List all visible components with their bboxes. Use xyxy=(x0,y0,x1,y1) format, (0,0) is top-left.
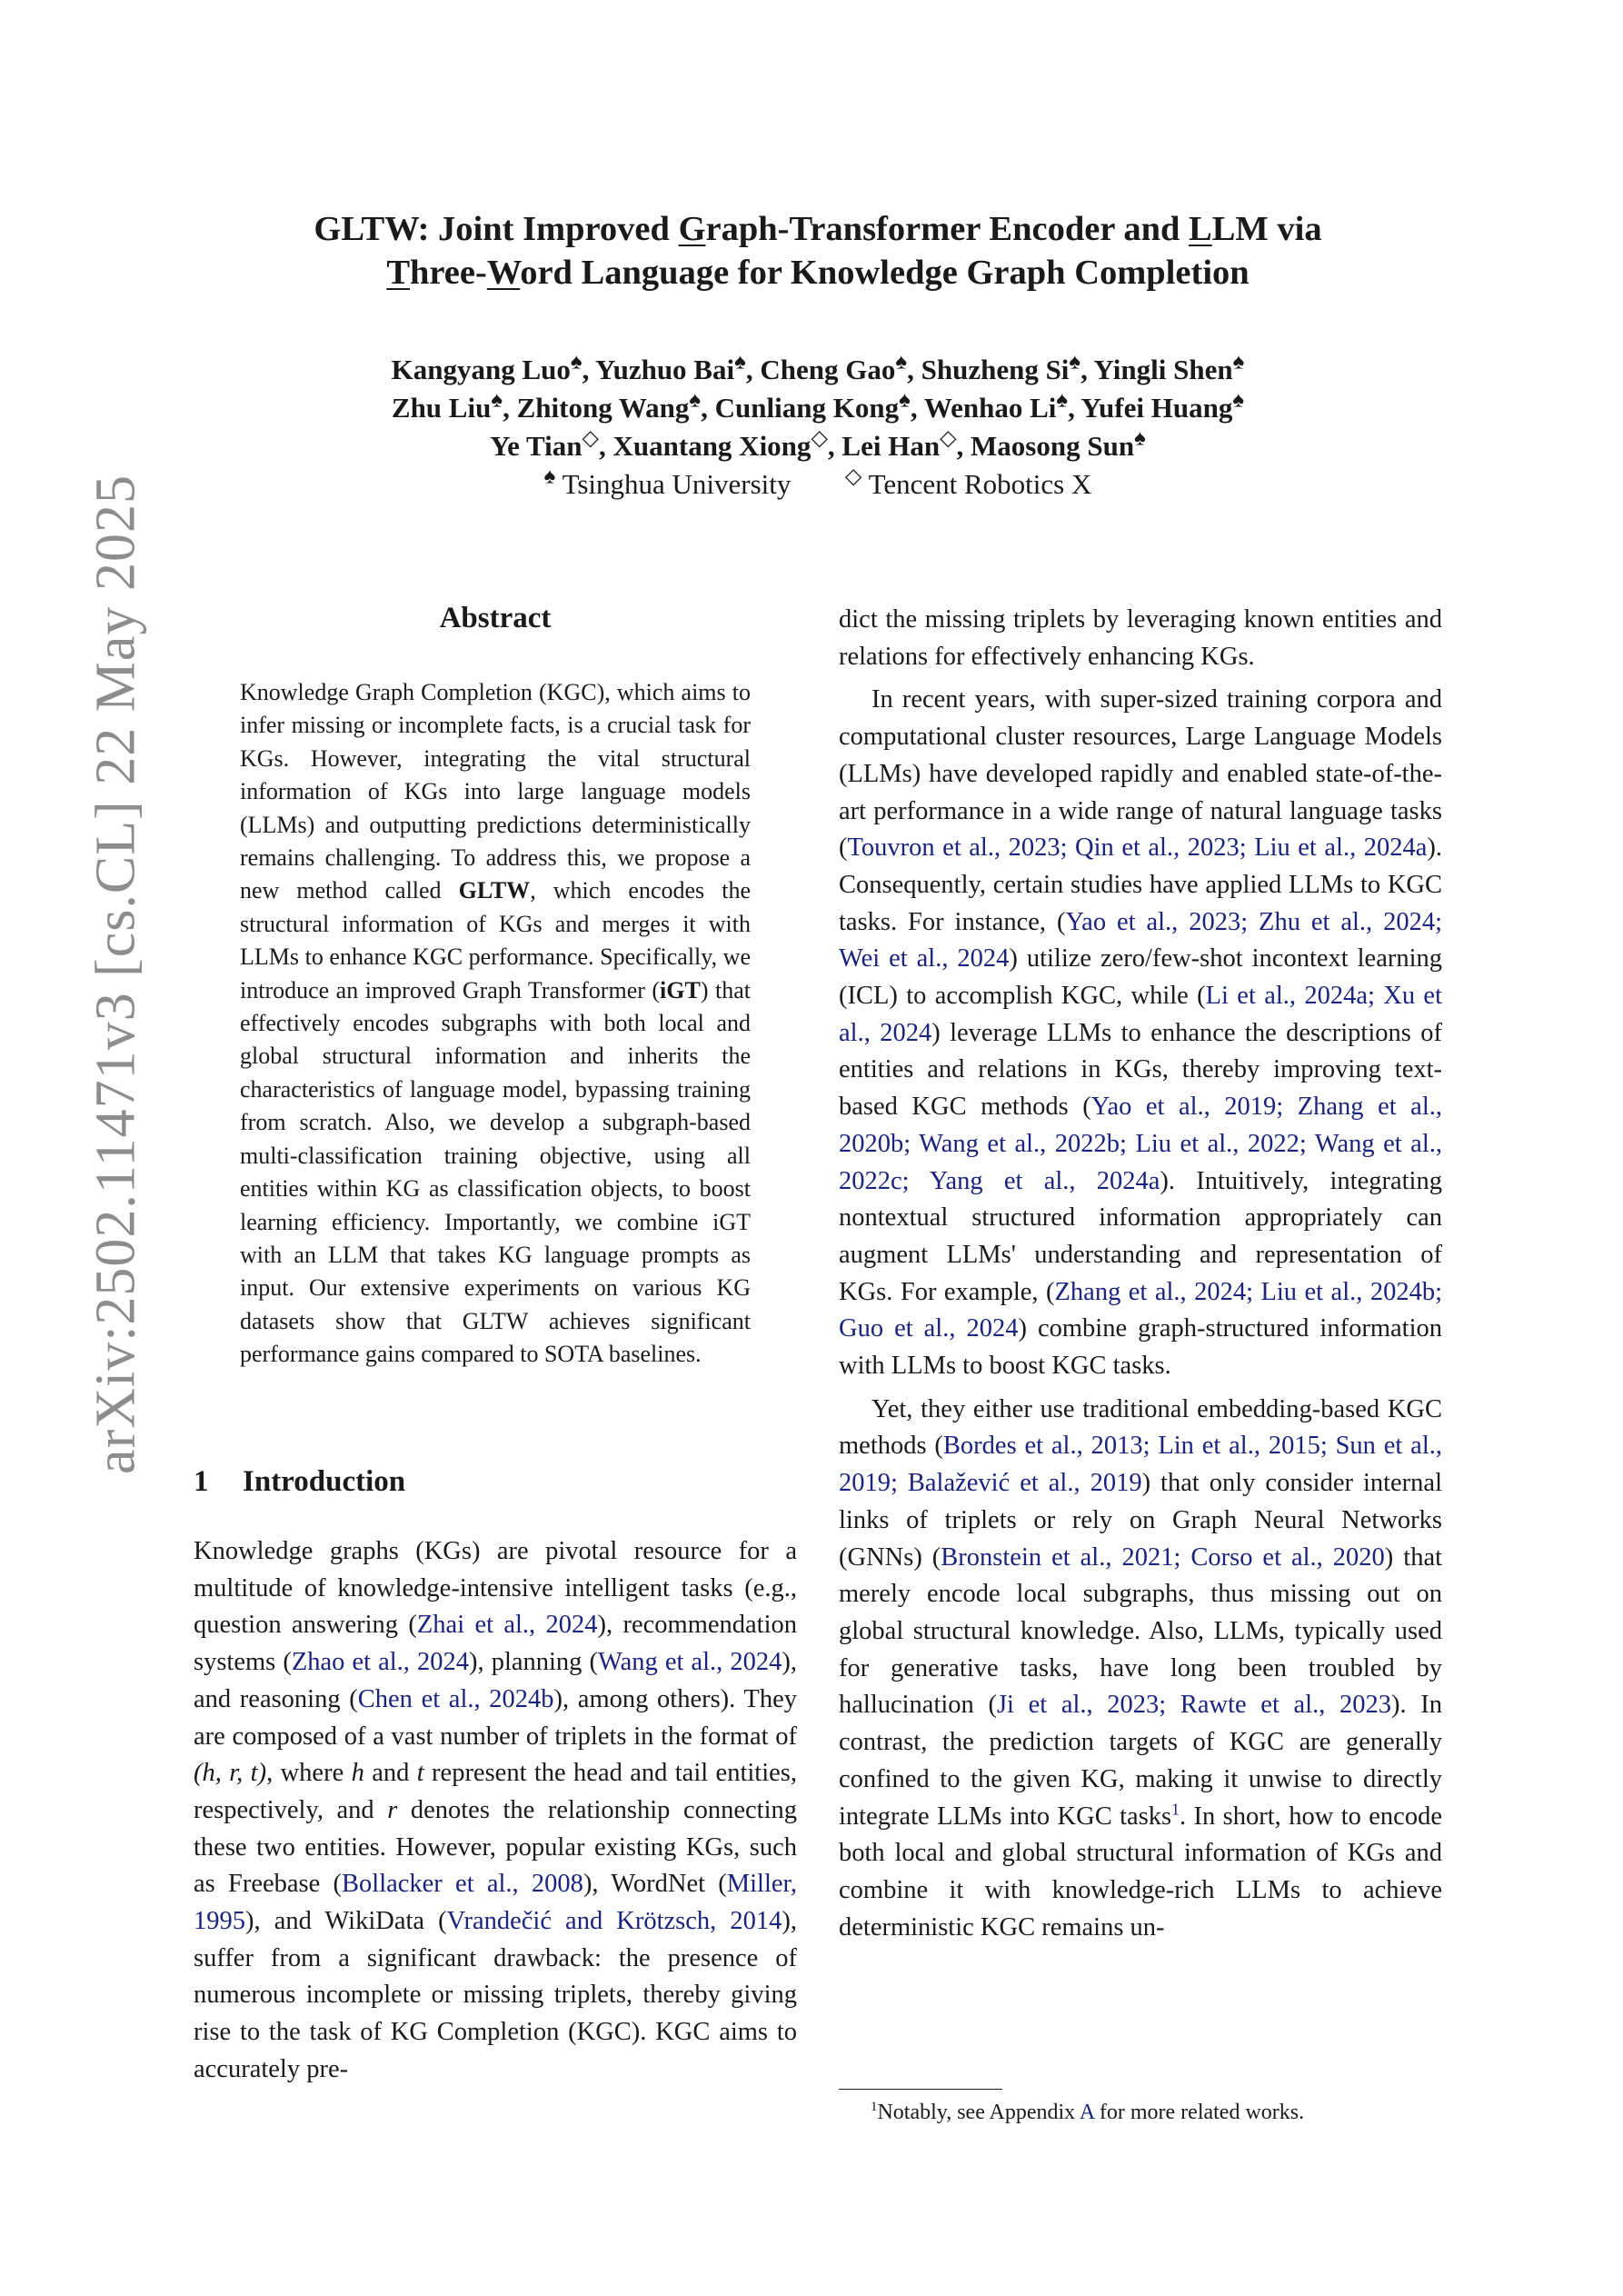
paragraph: dict the missing triplets by leveraging known entities and relations for effectively enhancing KGs. xyxy=(839,605,1442,671)
affiliation-mark: ♠ xyxy=(1134,426,1146,451)
body-text: ) that only consider internal links of triplets or rely on Graph Neural Networks (GNNs) ( xyxy=(839,1469,1442,1572)
affiliation-mark: ◇ xyxy=(582,426,599,451)
introduction-right-column xyxy=(839,602,1442,1946)
affiliation-mark: ♠ xyxy=(1232,350,1245,374)
affiliation-mark: ◇ xyxy=(844,464,862,489)
body-text: ). Consequently, certain studies have applied LLMs to KGC tasks. For instance, ( xyxy=(839,834,1442,936)
body-text: Yet, they either use traditional embedding-based KGC methods ( xyxy=(839,1394,1442,1461)
title-text: LM via xyxy=(1211,210,1322,248)
body-text: ). Intuitively, integrating nontextual structured information appropriately can augment LLMs' understanding and representation of KGs. For example, ( xyxy=(839,1166,1442,1306)
body-text: In recent years, with super-sized training corpora and computational cluster resources, Large Language Models (LLMs) have developed rapidly and enabled state-of-the-art performance in a wide range of natural language tasks ( xyxy=(839,685,1442,863)
citation-link[interactable]: Miller, 1995 xyxy=(194,1870,798,1936)
title-text: GLTW: Joint Improved xyxy=(314,210,679,248)
affiliation-mark: ♠ xyxy=(1069,350,1081,374)
body-text: represent the head and tail entities, respectively, and xyxy=(194,1759,797,1824)
title-underlined-letter: W xyxy=(486,254,521,292)
author-name: Zhitong Wang xyxy=(516,392,690,424)
body-text: ), recommendation systems ( xyxy=(194,1611,797,1677)
method-name-gltw: GLTW xyxy=(458,877,531,904)
citation-link[interactable]: Bordes et al., 2013; Lin et al., 2015; Sun et al., 2019; Balažević et al., 2019 xyxy=(839,1432,1442,1498)
footnote-text: Notably, see Appendix xyxy=(877,2101,1080,2124)
affiliation-mark: ♠ xyxy=(1232,388,1245,413)
paragraph xyxy=(839,1392,1442,1947)
author-name: Lei Han xyxy=(841,430,941,462)
title-underlined-letter: G xyxy=(678,210,706,248)
author-name: Cheng Gao xyxy=(760,354,896,385)
body-text: , where xyxy=(266,1759,352,1788)
section-heading-introduction xyxy=(194,1465,405,1499)
appendix-link[interactable]: A xyxy=(1079,2101,1094,2124)
math-variable: h xyxy=(351,1759,364,1788)
affiliation-mark: ♠ xyxy=(895,350,908,374)
author-list xyxy=(182,351,1454,465)
author-name: Zhu Liu xyxy=(391,392,492,424)
affiliation-mark: ♠ xyxy=(689,388,702,413)
footnote-marker-link[interactable]: 1 xyxy=(1171,1800,1180,1818)
affiliation-mark: ◇ xyxy=(811,426,828,451)
author-name: Ye Tian xyxy=(490,430,582,462)
author-name: Yufei Huang xyxy=(1080,392,1233,424)
math-variable: r xyxy=(387,1795,398,1824)
citation-link[interactable]: Zhao et al., 2024 xyxy=(291,1648,469,1677)
affiliation-name: Tencent Robotics X xyxy=(868,468,1092,500)
citation-link[interactable]: Yao et al., 2019; Zhang et al., 2020b; Wang et al., 2022b; Liu et al., 2022; Wang et al., 2022c; Yang et al., 2024a xyxy=(839,1093,1442,1195)
introduction-left-column xyxy=(194,1533,797,2089)
citation-link[interactable]: Zhang et al., 2024; Liu et al., 2024b; Guo et al., 2024 xyxy=(839,1277,1442,1343)
affiliation-name: Tsinghua University xyxy=(562,468,792,500)
affiliation-mark: ♠ xyxy=(570,350,582,374)
paper-title xyxy=(164,207,1472,294)
body-text: ) combine graph-structured information with LLMs to boost KGC tasks. xyxy=(839,1314,1442,1381)
affiliation-mark: ♠ xyxy=(543,464,556,489)
body-text: ). In contrast, the prediction targets of KGC are generally confined to the given KG, making it unwise to directly integrate LLMs into KGC tasks xyxy=(839,1691,1443,1831)
body-text: and xyxy=(363,1759,417,1788)
paragraph xyxy=(839,682,1442,1384)
body-text: . In short, how to encode both local and global structural information of KGs and combine it with knowledge-rich LLMs to achieve deterministic KGC remains un- xyxy=(839,1802,1442,1942)
author-line: Kangyang Luo♠, Yuzhuo Bai♠, Cheng Gao♠, Shuzheng Si♠, Yingli Shen♠ xyxy=(391,350,1245,385)
paragraph xyxy=(194,1533,797,2089)
abstract-text: ) that effectively encodes subgraphs with both local and global structural information and inherits the characteristics of language model, bypassing training from scratch. Also, we develop a subgraph-based multi-classification training objective, using all entities within KG as classification objects, to boost learning efficiency. Importantly, we combine iGT with an LLM that takes KG language prompts as input. Our extensive experiments on various KG datasets show that GLTW achieves significant performance gains compared to SOTA baselines. xyxy=(240,976,751,1368)
author-name: Yingli Shen xyxy=(1093,354,1233,385)
author-name: Cunliang Kong xyxy=(714,392,900,424)
affiliation-mark: ♠ xyxy=(734,350,746,374)
body-text: ), WordNet ( xyxy=(582,1870,727,1899)
body-text: ), planning ( xyxy=(469,1648,598,1677)
author-name: Shuzheng Si xyxy=(921,354,1070,385)
title-text: hree- xyxy=(410,254,487,292)
footnote-text: for more related works. xyxy=(1093,2101,1305,2124)
method-name-igt: iGT xyxy=(660,976,701,1003)
affiliation-mark: ◇ xyxy=(940,426,957,451)
body-text: ) utilize zero/few-shot incontext learning (ICL) to accomplish KGC, while ( xyxy=(839,944,1442,1011)
citation-link[interactable]: Vrandečić and Krötzsch, 2014 xyxy=(446,1907,782,1936)
footnote-divider xyxy=(839,2089,1002,2090)
citation-link[interactable]: Wang et al., 2024 xyxy=(598,1648,782,1677)
body-text: Knowledge graphs (KGs) are pivotal resource for a multitude of knowledge-intensive intelligent tasks (e.g., question answering ( xyxy=(194,1537,797,1640)
section-number: 1 xyxy=(194,1465,209,1498)
author-line: Zhu Liu♠, Zhitong Wang♠, Cunliang Kong♠, Wenhao Li♠, Yufei Huang♠ xyxy=(391,388,1245,424)
citation-link[interactable]: Zhai et al., 2024 xyxy=(416,1611,598,1640)
author-name: Kangyang Luo xyxy=(391,354,571,385)
section-title: Introduction xyxy=(243,1465,406,1498)
body-text: ), and reasoning ( xyxy=(194,1648,798,1713)
body-text: ) that merely encode local subgraphs, thus missing out on global structural knowledge. Also, LLMs, typically used for generative tasks, have long been troubled by hallucination ( xyxy=(839,1542,1443,1720)
math-variable: t xyxy=(416,1759,424,1788)
footnote xyxy=(871,2098,1452,2127)
abstract-text: Knowledge Graph Completion (KGC), which aims to infer missing or incomplete facts, is a crucial task for KGs. However, integrating the vital structural information of KGs into large language models (LLMs) and outputting predictions deterministically remains challenging. To address this, we propose a new method called xyxy=(240,679,751,904)
body-text: ), and WikiData ( xyxy=(245,1907,447,1936)
affiliation-mark: ♠ xyxy=(899,388,911,413)
body-text: ), suffer from a significant drawback: the presence of numerous incomplete or missing triplets, thereby giving rise to the task of KG Completion (KGC). KGC aims to accurately pre- xyxy=(194,1907,797,2083)
author-name: Yuzhuo Bai xyxy=(595,354,735,385)
body-text: denotes the relationship connecting these two entities. However, popular existing KGs, such as Freebase ( xyxy=(194,1795,797,1899)
title-underlined-letter: T xyxy=(386,254,410,292)
citation-link[interactable]: Ji et al., 2023; Rawte et al., 2023 xyxy=(996,1691,1391,1720)
author-line: Ye Tian◇, Xuantang Xiong◇, Lei Han◇, Maosong Sun♠ xyxy=(490,426,1146,462)
author-name: Xuantang Xiong xyxy=(612,430,812,462)
affiliations xyxy=(182,465,1454,504)
math-triplet: (h, r, t) xyxy=(194,1759,267,1788)
author-name: Wenhao Li xyxy=(923,392,1057,424)
affiliation-mark: ♠ xyxy=(491,388,503,413)
title-text: ord Language for Knowledge Graph Completion xyxy=(520,254,1250,292)
author-name: Maosong Sun xyxy=(971,430,1135,462)
abstract-heading: Abstract xyxy=(439,602,552,634)
citation-link[interactable]: Bollacker et al., 2008 xyxy=(342,1870,583,1899)
body-text: ), among others). They are composed of a vast number of triplets in the format of xyxy=(194,1684,797,1751)
citation-link[interactable]: Touvron et al., 2023; Qin et al., 2023; Liu et al., 2024a xyxy=(847,834,1428,863)
affiliation-mark: ♠ xyxy=(1056,388,1069,413)
title-text: raph-Transformer Encoder and xyxy=(705,210,1190,248)
citation-link[interactable]: Yao et al., 2023; Zhu et al., 2024; Wei et al., 2024 xyxy=(839,907,1442,973)
citation-link[interactable]: Li et al., 2024a; Xu et al., 2024 xyxy=(839,982,1442,1047)
abstract-text: , which encodes the structural information of KGs and merges it with LLMs to enhance KGC performance. Specifically, we introduce an improved Graph Transformer ( xyxy=(240,877,752,1003)
body-text: ) leverage LLMs to enhance the descriptions of entities and relations in KGs, thereby improving text-based KGC methods ( xyxy=(839,1018,1442,1122)
footnote-number: 1 xyxy=(871,2100,878,2114)
abstract-body xyxy=(240,676,751,1372)
arxiv-identifier-sidebar: arXiv:2502.11471v3 [cs.CL] 22 May 2025 xyxy=(85,474,147,1474)
title-underlined-letter: L xyxy=(1189,210,1212,248)
citation-link[interactable]: Chen et al., 2024b xyxy=(357,1684,554,1713)
citation-link[interactable]: Bronstein et al., 2021; Corso et al., 2020 xyxy=(941,1542,1385,1572)
